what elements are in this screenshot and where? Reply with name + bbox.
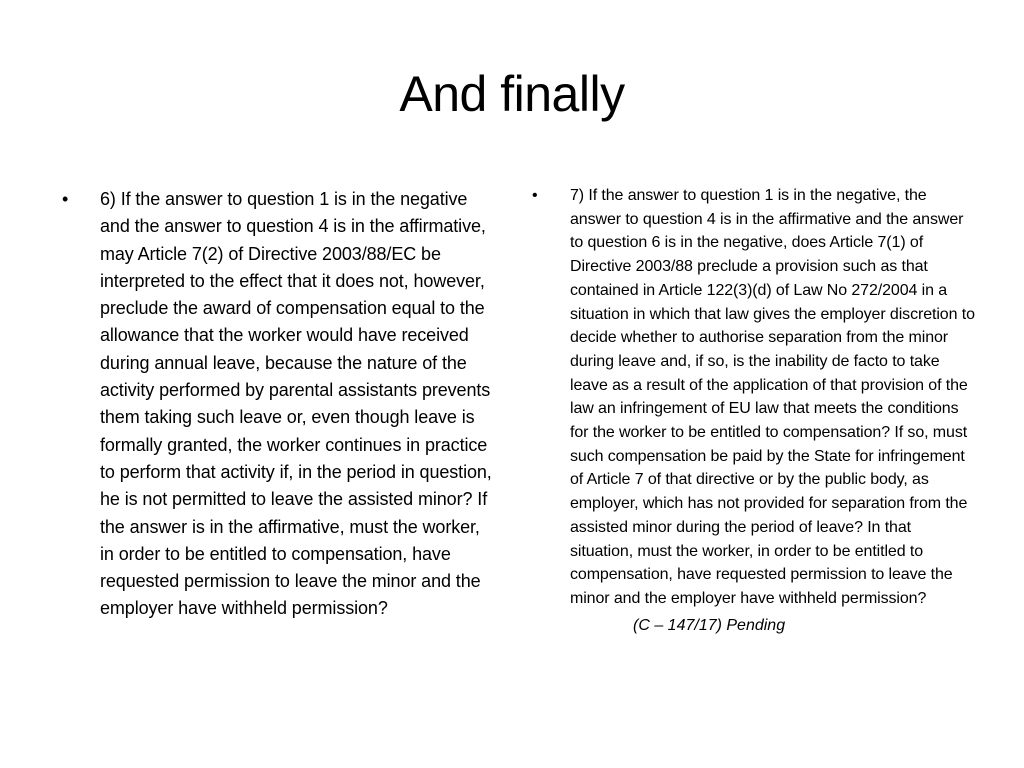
right-bullet-item: [532, 184, 977, 611]
bullet-icon: •: [532, 187, 538, 204]
bullet-icon: •: [62, 189, 69, 209]
question-6-text: 6) If the answer to question 1 is in the negative and the answer to question 4 is in the affirmative, may Article 7(2) of Directive 2003/88/EC be interpreted to the effect that it does not, however, preclude the award of compensation equal to the allowance that the worker would have received during annual leave, because the nature of the activity performed by parental assistants prevents them taking such leave or, even though leave is formally granted, the worker continues in practice to perform that activity if, in the period in question, he is not permitted to leave the assisted minor? If the answer is in the affirmative, must the worker, in order to be entitled to compensation, have requested permission to leave the minor and the employer have withheld permission?: [100, 189, 492, 619]
question-7-text: 7) If the answer to question 1 is in the negative, the answer to question 4 is in the affirmative and the answer to question 6 is in the negative, does Article 7(1) of Directive 2003/88 preclude a provision such as that contained in Article 122(3)(d) of Law No 272/2004 in a situation in which that law gives the employer discretion to decide whether to authorise separation from the minor during leave and, if so, is the inability de facto to take leave as a result of the application of that provision of the law an infringement of EU law that meets the conditions for the worker to be entitled to compensation? If so, must such compensation be paid by the State for infringement of Article 7 of that directive or by the public body, as employer, which has not provided for separation from the assisted minor during the period of leave? In that situation, must the worker, in order to be entitled to compensation, have requested permission to leave the minor and the employer have withheld permission?: [570, 187, 975, 607]
slide-title: And finally: [399, 66, 625, 122]
left-column: [62, 186, 492, 623]
right-column: [532, 184, 977, 637]
left-bullet-item: [62, 186, 492, 623]
case-reference: (C – 147/17) Pending: [633, 616, 786, 634]
